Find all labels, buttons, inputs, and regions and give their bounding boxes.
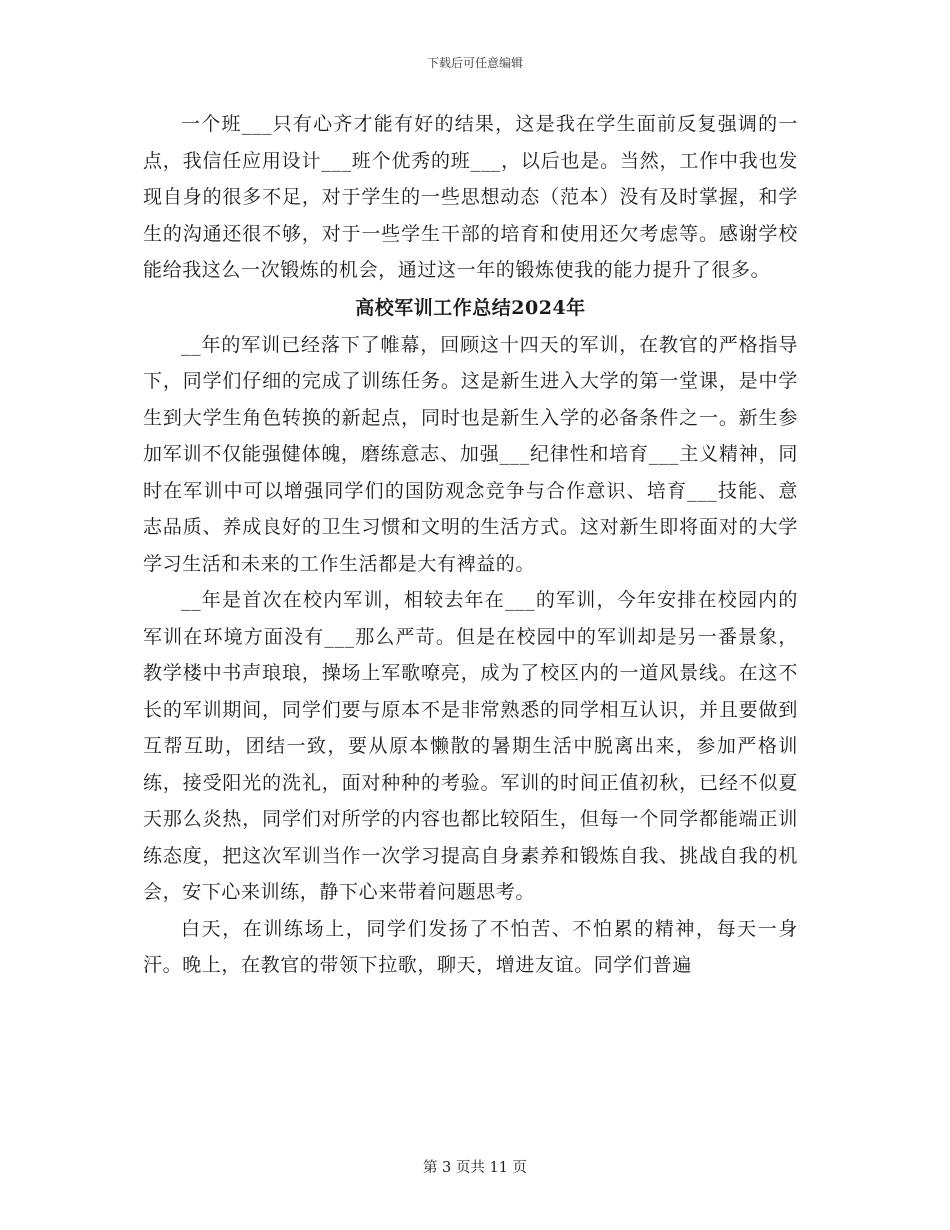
section-title: 高校军训工作总结2024年 [355, 296, 586, 319]
document-body [143, 106, 798, 984]
paragraph-3: 白天，在训练场上，同学们发扬了不怕苦、不怕累的精神，每天一身汗。晚上，在教官的带领下拉歌，聊天，增进友谊。同学们普遍 [143, 917, 798, 976]
paragraph-1: __年的军训已经落下了帷幕，回顾这十四天的军训，在教官的严格指导下，同学们仔细的完成了训练任务。这是新生进入大学的第一堂课，是中学生到大学生角色转换的新起点，同时也是新生入学的必备条件之一。新生参加军训不仅能强健体魄，磨练意志、加强___纪律性和培育___主义精神，同时在军训中可以增强同学们的国防观念竞争与合作意识、培育___技能、意志品质、养成良好的卫生习惯和文明的生活方式。这对新生即将面对的大学学习生活和未来的工作生活都是大有裨益的。 [143, 333, 798, 575]
paragraph-intro: 一个班___只有心齐才能有好的结果，这是我在学生面前反复强调的一点，我信任应用设计___班个优秀的班___，以后也是。当然，工作中我也发现自身的很多不足，对于学生的一些思想动态（范本）没有及时掌握，和学生的沟通还很不够，对于一些学生干部的培育和使用还欠考虑等。感谢学校能给我这么一次锻炼的机会，通过这一年的锻炼使我的能力提升了很多。 [143, 113, 798, 281]
page-header: 下载后可任意编辑 [426, 56, 523, 70]
paragraph-2: __年是首次在校内军训，相较去年在___的军训，今年安排在校园内的军训在环境方面没有___那么严苛。但是在校园中的军训却是另一番景象，教学楼中书声琅琅，操场上军歌嘹亮，成为了校区内的一道风景线。在这不长的军训期间，同学们要与原本不是非常熟悉的同学相互认识，并且要做到互帮互助，团结一致，要从原本懒散的暑期生活中脱离出来，参加严格训练，接受阳光的洗礼，面对种种的考验。军训的时间正值初秋，已经不似夏天那么炎热，同学们对所学的内容也都比较陌生，但每一个同学都能端正训练态度，把这次军训当作一次学习提高自身素养和锻炼自我、挑战自我的机会，安下心来训练，静下心来带着问题思考。 [143, 589, 798, 903]
page-footer: 第 3 页共 11 页 [422, 1160, 528, 1176]
